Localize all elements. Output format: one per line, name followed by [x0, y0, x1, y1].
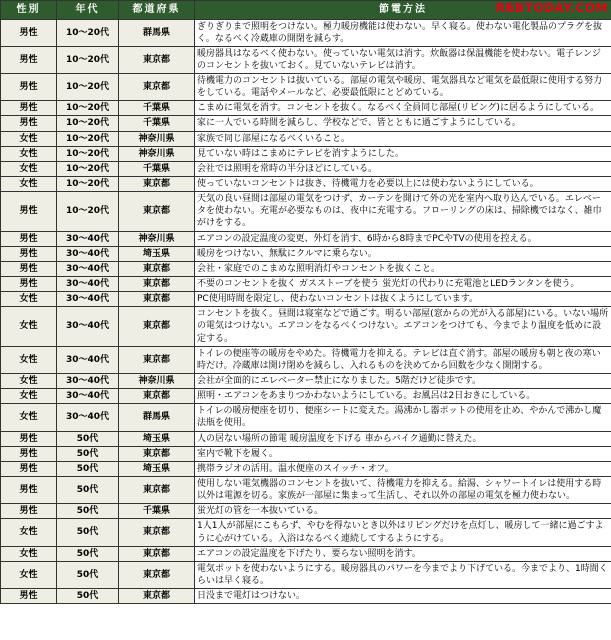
cell-gender: 女性 — [1, 519, 57, 546]
cell-prefecture: 東京都 — [119, 546, 195, 561]
table-row — [1, 116, 611, 131]
cell-age: 30〜40代 — [57, 231, 119, 246]
cell-prefecture: 群馬県 — [119, 19, 195, 46]
table-row — [1, 561, 611, 588]
cell-gender: 女性 — [1, 404, 57, 431]
table-row — [1, 461, 611, 476]
cell-method: 人の居ない場所の節電 暖房温度を下げる 車からバイク通勤に替えた。 — [195, 431, 611, 446]
cell-gender: 男性 — [1, 246, 57, 261]
cell-age: 10〜20代 — [57, 19, 119, 46]
cell-method: 電気ポットを使わないようにする。暖房器具のパワーを今までより下げている。今までより、1時間くらいは早く寝る。 — [195, 561, 611, 588]
cell-method: トイレの便座等の暖房をやめた。待機電力を抑える。テレビは直ぐ消す。部屋の暖房も朝と夜の寒い時だけ。冷蔵庫は開け閉めを減らし、入れるものを決めてから回数を少なく開閉する。 — [195, 346, 611, 373]
cell-gender: 男性 — [1, 446, 57, 461]
cell-age: 50代 — [57, 431, 119, 446]
cell-age: 50代 — [57, 546, 119, 561]
col-header-prefecture: 都道府県 — [119, 1, 195, 20]
cell-age: 50代 — [57, 589, 119, 604]
cell-gender: 女性 — [1, 161, 57, 176]
cell-prefecture: 埼玉県 — [119, 431, 195, 446]
table-row — [1, 19, 611, 46]
cell-prefecture: 東京都 — [119, 446, 195, 461]
rbbtoday-watermark: RBBTODAY.COM — [495, 1, 608, 15]
table-row — [1, 131, 611, 146]
cell-gender: 男性 — [1, 431, 57, 446]
cell-prefecture: 東京都 — [119, 277, 195, 292]
cell-gender: 男性 — [1, 74, 57, 101]
table-row — [1, 404, 611, 431]
col-header-age: 年代 — [57, 1, 119, 20]
cell-gender: 女性 — [1, 131, 57, 146]
cell-gender: 男性 — [1, 231, 57, 246]
table-row — [1, 346, 611, 373]
cell-method: 不要のコンセントを抜く ガスストーブを使う 蛍光灯の代わりに充電池とLEDランタンを使う。 — [195, 277, 611, 292]
cell-prefecture: 埼玉県 — [119, 461, 195, 476]
cell-age: 30〜40代 — [57, 389, 119, 404]
cell-age: 50代 — [57, 519, 119, 546]
cell-gender: 男性 — [1, 116, 57, 131]
cell-age: 30〜40代 — [57, 292, 119, 307]
cell-method: こまめに電気を消す。コンセントを抜く。なるべく全員同じ部屋(リビング)に居るようにしている。 — [195, 101, 611, 116]
cell-gender: 女性 — [1, 307, 57, 346]
cell-gender: 男性 — [1, 504, 57, 519]
col-header-method: 節電方法 — [195, 1, 611, 20]
cell-prefecture: 東京都 — [119, 519, 195, 546]
cell-method: エアコンの設定温度を下げたり、要らない照明を消す。 — [195, 546, 611, 561]
cell-gender: 女性 — [1, 292, 57, 307]
cell-prefecture: 群馬県 — [119, 404, 195, 431]
table-row — [1, 101, 611, 116]
cell-prefecture: 東京都 — [119, 74, 195, 101]
cell-prefecture: 千葉県 — [119, 504, 195, 519]
cell-age: 10〜20代 — [57, 74, 119, 101]
cell-method: 使っていないコンセントは抜き、待機電力を必要以上には使わないようにしている。 — [195, 177, 611, 192]
cell-method: 1人1人が部屋にこもらず、やむを得ないとき以外はリビングだけを点灯し、暖房して一緒に過ごすように心がけている。入浴はなるべく連続してするようにする。 — [195, 519, 611, 546]
cell-prefecture: 神奈川県 — [119, 131, 195, 146]
cell-age: 10〜20代 — [57, 131, 119, 146]
cell-method: ぎりぎりまで照明をつけない。極力暖房機能は使わない。早く寝る。使わない電化製品のプラグを抜く。なるべく冷蔵庫の開閉を減らす。 — [195, 19, 611, 46]
cell-method: 待機電力のコンセントは抜いている。部屋の電気や暖房、電気器具など電気を最低限に使用する努力をしている。電話やメールなど、必要最低限にとどめている。 — [195, 74, 611, 101]
cell-gender: 女性 — [1, 546, 57, 561]
cell-prefecture: 千葉県 — [119, 161, 195, 176]
cell-age: 10〜20代 — [57, 146, 119, 161]
cell-prefecture: 千葉県 — [119, 101, 195, 116]
cell-prefecture: 東京都 — [119, 261, 195, 276]
table-row — [1, 546, 611, 561]
cell-method: 家族で同じ部屋になるべくいること。 — [195, 131, 611, 146]
table-row — [1, 292, 611, 307]
cell-gender: 男性 — [1, 101, 57, 116]
cell-prefecture: 東京都 — [119, 292, 195, 307]
cell-age: 30〜40代 — [57, 374, 119, 389]
cell-age: 50代 — [57, 561, 119, 588]
table-row — [1, 46, 611, 73]
cell-age: 10〜20代 — [57, 192, 119, 231]
cell-method: 天気の良い昼間は部屋の電気をつけず、カーテンを開けて外の光を室内へ取り込んでいる。エレベータを使わない。充電が必要なものは、夜中に充電する。フローリングの床は、掃除機ではなく、雑巾がけをする。 — [195, 192, 611, 231]
cell-prefecture: 埼玉県 — [119, 246, 195, 261]
cell-method: 会社では照明を常時の半分ほどにしている。 — [195, 161, 611, 176]
cell-gender: 男性 — [1, 277, 57, 292]
table-row — [1, 246, 611, 261]
table-row — [1, 446, 611, 461]
cell-method: 日没まで電灯はつけない。 — [195, 589, 611, 604]
table-row — [1, 431, 611, 446]
cell-age: 30〜40代 — [57, 404, 119, 431]
table-row — [1, 374, 611, 389]
cell-method: エアコンの設定温度の変更、外灯を消す、6時から8時までPCやTVの使用を控える。 — [195, 231, 611, 246]
table-row — [1, 231, 611, 246]
cell-method: PC使用時間を限定し、使わないコンセントは抜くようにしています。 — [195, 292, 611, 307]
cell-prefecture: 神奈川県 — [119, 374, 195, 389]
cell-prefecture: 東京都 — [119, 561, 195, 588]
cell-prefecture: 東京都 — [119, 46, 195, 73]
table-row — [1, 261, 611, 276]
cell-age: 10〜20代 — [57, 161, 119, 176]
cell-prefecture: 東京都 — [119, 477, 195, 504]
table-row — [1, 477, 611, 504]
cell-gender: 女性 — [1, 146, 57, 161]
cell-prefecture: 千葉県 — [119, 116, 195, 131]
table-row — [1, 161, 611, 176]
cell-gender: 男性 — [1, 19, 57, 46]
cell-age: 50代 — [57, 461, 119, 476]
cell-method: 見ていない時はこまめにテレビを消すようにした。 — [195, 146, 611, 161]
cell-age: 10〜20代 — [57, 177, 119, 192]
cell-method: 室内で靴下を履く。 — [195, 446, 611, 461]
cell-gender: 男性 — [1, 461, 57, 476]
cell-method: 会社・家庭でのこまめな照明消灯やコンセントを抜くこと。 — [195, 261, 611, 276]
cell-gender: 女性 — [1, 346, 57, 373]
table-row — [1, 192, 611, 231]
table-row — [1, 146, 611, 161]
cell-method: 暖房をつけない、無駄にクルマに乗らない。 — [195, 246, 611, 261]
cell-gender: 男性 — [1, 192, 57, 231]
cell-gender: 男性 — [1, 46, 57, 73]
cell-gender: 男性 — [1, 477, 57, 504]
table-row — [1, 177, 611, 192]
cell-gender: 男性 — [1, 589, 57, 604]
cell-prefecture: 東京都 — [119, 307, 195, 346]
table-row — [1, 307, 611, 346]
cell-age: 30〜40代 — [57, 277, 119, 292]
cell-age: 10〜20代 — [57, 46, 119, 73]
table-row — [1, 589, 611, 604]
cell-method: トイレの暖房便座を切り、便座シートに変えた。湯沸かし器ポットの使用を止め、やかんで沸かし魔法瓶を使用。 — [195, 404, 611, 431]
cell-method: 携帯ラジオの活用。温水便座のスイッチ・オフ。 — [195, 461, 611, 476]
table-body — [1, 19, 611, 604]
cell-method: 会社が全面的にエレベーター禁止になりました。5階だけど徒歩です。 — [195, 374, 611, 389]
cell-prefecture: 神奈川県 — [119, 146, 195, 161]
cell-prefecture: 神奈川県 — [119, 231, 195, 246]
cell-gender: 女性 — [1, 561, 57, 588]
cell-age: 50代 — [57, 504, 119, 519]
cell-prefecture: 東京都 — [119, 389, 195, 404]
cell-age: 50代 — [57, 477, 119, 504]
table-row — [1, 74, 611, 101]
table-row — [1, 277, 611, 292]
cell-gender: 男性 — [1, 261, 57, 276]
cell-method: 家に一人でいる時間を減らし、学校などで、皆とともに過ごすようにしている。 — [195, 116, 611, 131]
cell-method: 使用しない電気機器のコンセントを抜いて、待機電力を抑える。給湯、シャワートイレは使用する時以外は電源を切る。家族が一部屋に集まって生活し、それ以外の部屋の電気を極力使わない。 — [195, 477, 611, 504]
cell-age: 10〜20代 — [57, 116, 119, 131]
cell-prefecture: 東京都 — [119, 589, 195, 604]
table-row — [1, 519, 611, 546]
cell-method: 照明・エアコンをあまりつかわないようにしている。お風呂は2日おきにしている。 — [195, 389, 611, 404]
cell-gender: 女性 — [1, 177, 57, 192]
cell-age: 30〜40代 — [57, 261, 119, 276]
cell-age: 10〜20代 — [57, 101, 119, 116]
cell-prefecture: 東京都 — [119, 192, 195, 231]
col-header-gender: 性別 — [1, 1, 57, 20]
cell-age: 30〜40代 — [57, 246, 119, 261]
cell-method: コンセントを抜く。昼間は寝室などで過ごす。明るい部屋(窓からの光が入る部屋)にいる。いない場所の電気はつけない。エアコンをなるべくつけない。エアコンをつけても、今までより温度を低めに設定する。 — [195, 307, 611, 346]
table-row — [1, 504, 611, 519]
table-row — [1, 389, 611, 404]
cell-prefecture: 東京都 — [119, 346, 195, 373]
cell-method: 暖房器具はなるべく使わない。使っていない電気は消す。炊飯器は保温機能を使わない。電子レンジのコンセントを抜いておく。見ていないテレビは消す。 — [195, 46, 611, 73]
cell-gender: 女性 — [1, 374, 57, 389]
cell-age: 50代 — [57, 446, 119, 461]
cell-method: 蛍光灯の管を一本抜いている。 — [195, 504, 611, 519]
cell-prefecture: 東京都 — [119, 177, 195, 192]
cell-gender: 女性 — [1, 389, 57, 404]
cell-age: 30〜40代 — [57, 346, 119, 373]
cell-age: 30〜40代 — [57, 307, 119, 346]
